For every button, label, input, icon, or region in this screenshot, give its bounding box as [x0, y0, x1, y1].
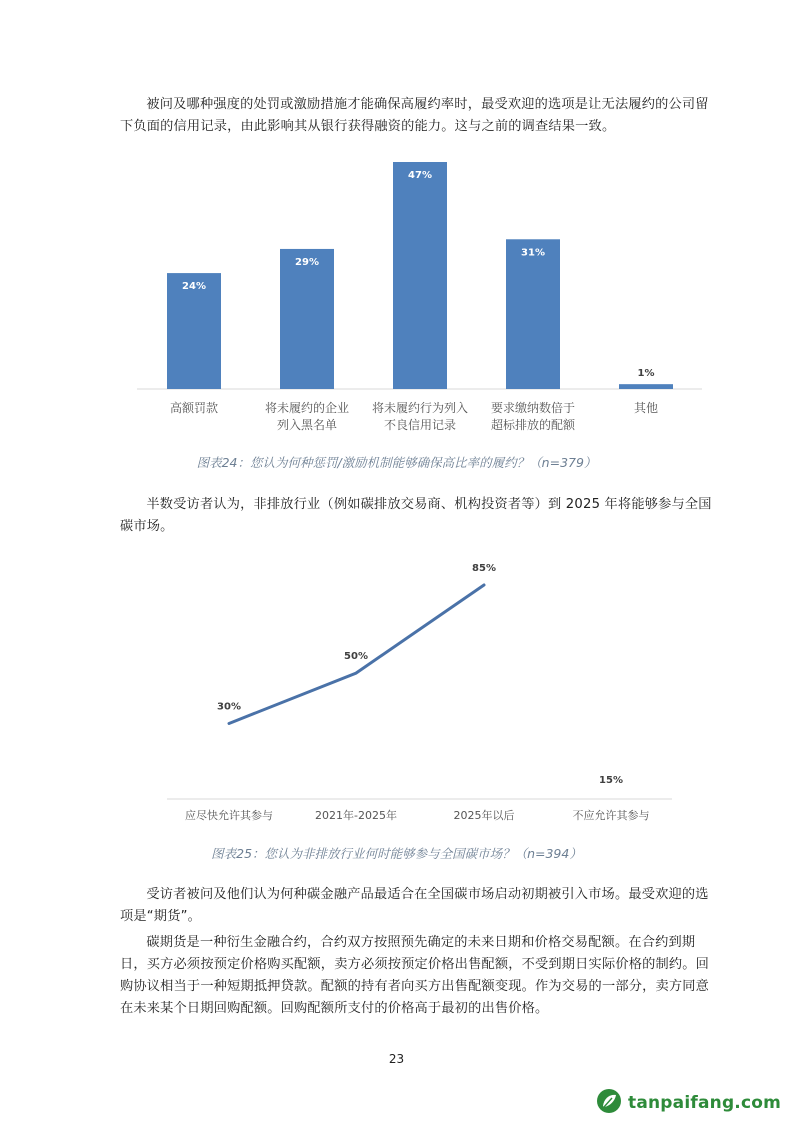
bar-category-label: 超标排放的配额 [490, 418, 576, 432]
line-category-label: 应尽快允许其参与 [185, 809, 273, 822]
watermark-text: tanpaifang.com [628, 1093, 782, 1113]
paragraph-2: 半数受访者认为，非排放行业（例如碳排放交易商、机构投资者等）到 2025 年将能够参与全国碳市场。 [120, 497, 712, 534]
paragraph-3: 受访者被问及他们认为何种碳金融产品最适合在全国碳市场启动初期被引入市场。最受欢迎的选项是“期货”。 [120, 887, 709, 924]
bar-value-label-4: 31% [521, 247, 545, 259]
figure-24-caption: 图表24：您认为何种惩罚/激励机制能够确保高比率的履约？（n=379） [196, 455, 597, 470]
point-value-label-4: 15% [599, 775, 623, 786]
watermark [596, 1088, 781, 1118]
figure-25-caption: 图表25：您认为非排放行业何时能够参与全国碳市场？（n=394） [211, 846, 582, 861]
line-chart [0, 545, 793, 835]
bar-value-label-3: 47% [408, 170, 432, 181]
bar-category-label: 将未履约行为列入 [371, 401, 469, 415]
point-value-label-2: 50% [344, 651, 368, 663]
bar-category-label: 不良信用记录 [383, 418, 457, 432]
bar-category-label: 要求缴纳数倍于 [490, 401, 576, 415]
bar-value-label-2: 29% [295, 256, 319, 268]
line-category-label: 2025年以后 [453, 809, 515, 822]
bar-chart [0, 150, 793, 450]
paragraph-4: 碳期货是一种衍生金融合约，合约双方按照预先确定的未来日期和价格交易配额。在合约到期日，买方必须按预定价格购买配额，卖方必须按预定价格出售配额，不受到期日实际价格的制约。回购协议相当于一种短期抵押贷款。配额的持有者向买方出售配额变现。作为交易的一部分，卖方同意在未来某个日期回购配额。回购配额所支付的价格高于最初的出售价格。 [120, 935, 710, 1016]
line-category-label: 不应允许其参与 [572, 809, 650, 822]
bar-value-label-5: 1% [637, 368, 655, 380]
leaf-logo-icon [596, 1088, 622, 1118]
bar-3 [393, 162, 447, 389]
bar-category-label: 高额罚款 [169, 401, 219, 415]
bar-5 [619, 384, 673, 389]
paragraph-1: 被问及哪种强度的处罚或激励措施才能确保高履约率时，最受欢迎的选项是让无法履约的公司留下负面的信用记录，由此影响其从银行获得融资的能力。这与之前的调查结果一致。 [120, 97, 709, 134]
line-category-label: 2021年-2025年 [315, 809, 397, 822]
point-value-label-1: 30% [217, 701, 241, 713]
bar-category-label: 将未履约的企业 [264, 401, 350, 415]
bar-4 [506, 239, 560, 389]
page-number: 23 [388, 1052, 405, 1066]
bar-value-label-1: 24% [182, 281, 206, 293]
bar-category-label: 列入黑名单 [276, 418, 338, 432]
point-value-label-3: 85% [472, 563, 496, 574]
bar-2 [280, 249, 334, 389]
bar-category-label: 其他 [633, 401, 659, 415]
